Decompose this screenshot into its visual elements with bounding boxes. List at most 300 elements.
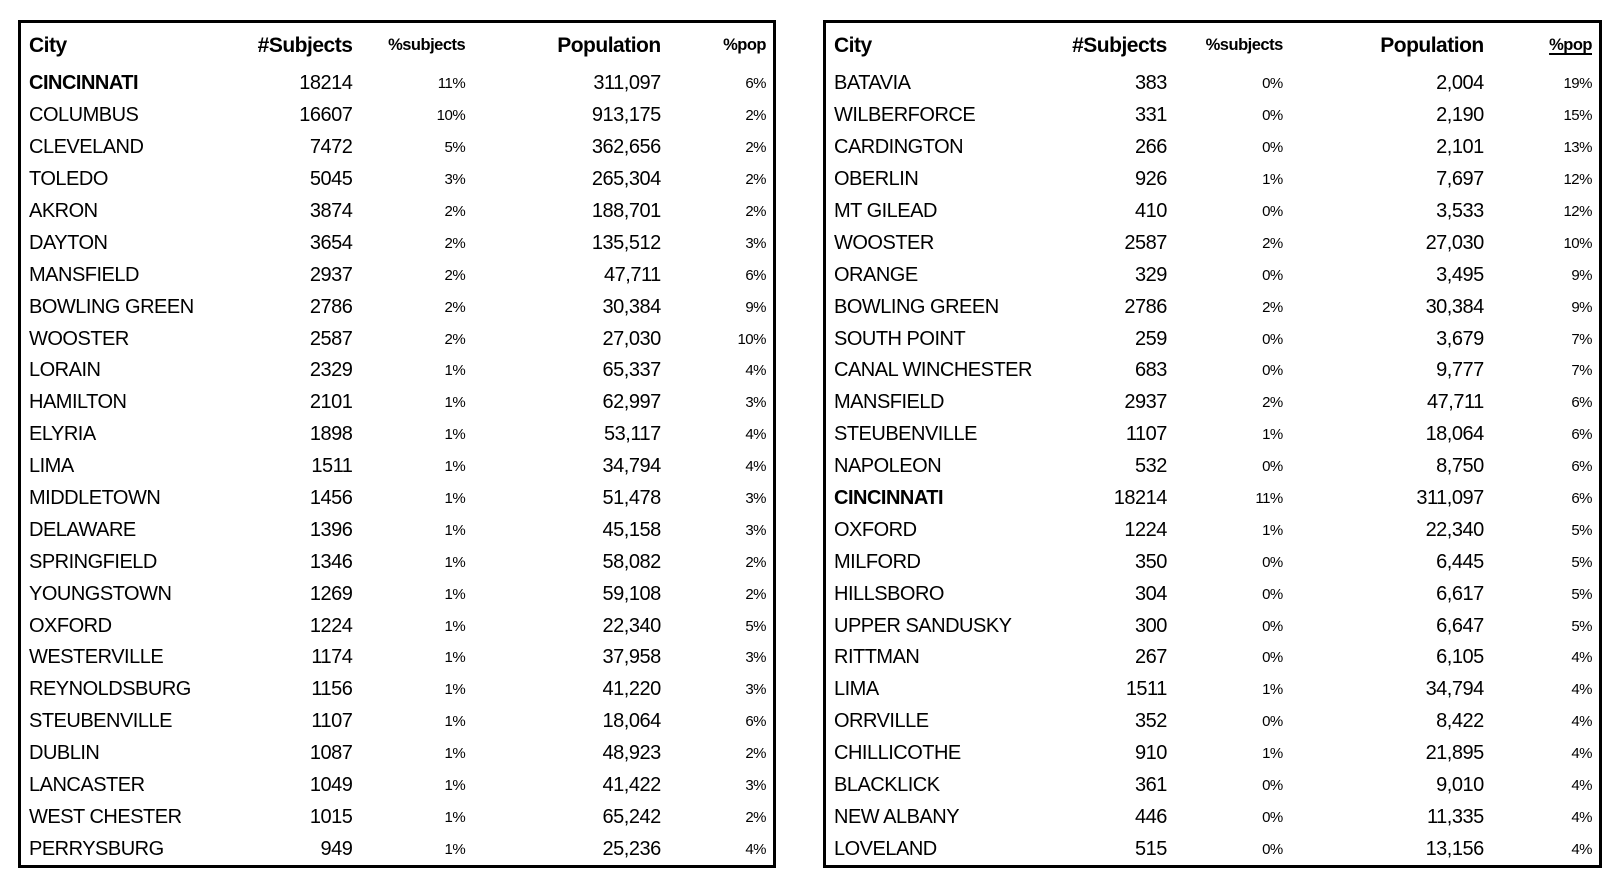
subjects-cell: 1511: [311, 455, 353, 478]
population-cell: 30,384: [1425, 295, 1484, 318]
city-cell: ORANGE: [834, 263, 918, 286]
city-cell: MANSFIELD: [834, 391, 944, 414]
pct-pop-cell: 2%: [745, 745, 766, 763]
subjects-cell: 910: [1134, 742, 1167, 765]
subjects-cell: 352: [1134, 710, 1167, 733]
pct-subjects-cell: 0%: [1262, 617, 1283, 635]
population-cell: 45,158: [602, 518, 661, 541]
table-row: [826, 801, 1599, 833]
table-row: [826, 483, 1599, 515]
subjects-cell: 304: [1134, 582, 1167, 605]
subjects-cell: 1346: [309, 550, 353, 573]
pct-subjects-cell: 1%: [444, 490, 466, 508]
pct-pop-cell: 2%: [745, 808, 766, 826]
header-subjects: #Subjects: [1072, 33, 1167, 57]
population-cell: 47,711: [604, 263, 661, 286]
city-cell: COLUMBUS: [29, 104, 139, 127]
table-row: [826, 642, 1599, 674]
subjects-cell: 949: [320, 837, 353, 860]
city-cell: NEW ALBANY: [834, 805, 960, 828]
city-cell: DAYTON: [29, 231, 108, 254]
table-row: [826, 674, 1599, 706]
pct-subjects-cell: 0%: [1262, 362, 1283, 380]
city-cell: WOOSTER: [29, 327, 129, 350]
city-cell: LORAIN: [29, 359, 101, 382]
pct-subjects-cell: 0%: [1262, 840, 1283, 858]
city-cell: REYNOLDSBURG: [29, 678, 191, 701]
subjects-cell: 1174: [311, 646, 353, 669]
pct-subjects-cell: 0%: [1262, 266, 1283, 284]
pct-pop-cell: 12%: [1563, 203, 1592, 220]
pct-pop-cell: 2%: [745, 107, 766, 125]
table-row: [826, 419, 1599, 451]
subjects-cell: 2937: [1124, 391, 1167, 414]
table-row: [21, 323, 773, 355]
city-cell: CINCINNATI: [29, 72, 139, 95]
city-cell: LOVELAND: [834, 837, 937, 860]
population-cell: 7,697: [1436, 168, 1484, 191]
pct-subjects-cell: 11%: [1255, 490, 1283, 508]
population-cell: 18,064: [1425, 423, 1484, 446]
header-pct-pop: %pop: [723, 36, 766, 54]
population-cell: 53,117: [604, 423, 661, 446]
pct-subjects-cell: 0%: [1262, 107, 1283, 125]
city-cell: RITTMAN: [834, 646, 920, 669]
pct-subjects-cell: 2%: [444, 266, 466, 284]
pct-subjects-cell: 2%: [444, 330, 466, 348]
pct-pop-cell: 9%: [1571, 266, 1592, 284]
pct-pop-cell: 3%: [745, 394, 766, 412]
table-row: [21, 706, 773, 738]
table-body-by-subjects: [21, 68, 773, 865]
pct-subjects-cell: 1%: [1262, 171, 1283, 189]
population-cell: 311,097: [593, 72, 661, 95]
population-cell: 25,236: [602, 837, 661, 860]
city-table-by-pct-pop: [826, 23, 1599, 865]
header-row: [21, 23, 773, 68]
table-row: [826, 387, 1599, 419]
pct-pop-cell: 3%: [745, 681, 766, 699]
table-row: [826, 227, 1599, 259]
table-row: [21, 451, 773, 483]
population-cell: 265,304: [591, 168, 661, 191]
pct-subjects-cell: 0%: [1262, 585, 1283, 603]
pct-pop-cell: 6%: [1571, 458, 1592, 476]
city-cell: BOWLING GREEN: [29, 295, 194, 318]
city-cell: WILBERFORCE: [834, 104, 976, 127]
population-cell: 37,958: [602, 646, 661, 669]
population-cell: 135,512: [591, 231, 661, 254]
pct-subjects-cell: 0%: [1262, 75, 1283, 93]
table-row: [826, 738, 1599, 770]
subjects-cell: 5045: [309, 168, 353, 191]
subjects-cell: 267: [1134, 646, 1167, 669]
pct-subjects-cell: 1%: [444, 426, 466, 444]
population-cell: 51,478: [602, 487, 661, 510]
city-cell: CARDINGTON: [834, 136, 964, 159]
pct-pop-cell: 3%: [745, 777, 766, 795]
subjects-cell: 1015: [309, 805, 353, 828]
pct-pop-cell: 4%: [745, 458, 766, 476]
pct-subjects-cell: 1%: [444, 840, 466, 858]
population-cell: 30,384: [602, 295, 661, 318]
subjects-cell: 1224: [1124, 518, 1167, 541]
population-cell: 362,656: [591, 136, 661, 159]
table-row: [21, 546, 773, 578]
pct-pop-cell: 2%: [745, 139, 766, 157]
population-cell: 6,617: [1436, 582, 1484, 605]
pct-subjects-cell: 1%: [1262, 681, 1283, 699]
pct-pop-cell: 6%: [745, 75, 766, 93]
table-row: [21, 132, 773, 164]
subjects-cell: 2101: [309, 391, 353, 414]
population-cell: 62,997: [602, 391, 661, 414]
pct-subjects-cell: 1%: [444, 649, 466, 667]
table-row: [21, 674, 773, 706]
population-cell: 6,647: [1436, 614, 1484, 637]
pct-subjects-cell: 1%: [1262, 426, 1283, 444]
table-row: [826, 355, 1599, 387]
city-cell: WESTERVILLE: [29, 646, 164, 669]
population-cell: 8,422: [1436, 710, 1484, 733]
table-row: [826, 291, 1599, 323]
pct-pop-cell: 4%: [745, 426, 766, 444]
table-row: [826, 610, 1599, 642]
pct-subjects-cell: 0%: [1262, 330, 1283, 348]
population-cell: 27,030: [1425, 231, 1484, 254]
subjects-cell: 361: [1134, 774, 1167, 797]
subjects-cell: 350: [1134, 550, 1167, 573]
subjects-cell: 2786: [1124, 295, 1167, 318]
city-cell: WEST CHESTER: [29, 805, 182, 828]
pct-subjects-cell: 1%: [444, 617, 466, 635]
table-row: [21, 483, 773, 515]
table-row: [21, 833, 773, 865]
subjects-cell: 683: [1134, 359, 1167, 382]
city-cell: MT GILEAD: [834, 200, 937, 222]
pct-subjects-cell: 1%: [1262, 521, 1283, 539]
pct-pop-cell: 5%: [745, 617, 766, 635]
table-row: [21, 770, 773, 802]
population-cell: 2,190: [1436, 104, 1484, 127]
pct-pop-cell: 6%: [745, 266, 766, 284]
pct-subjects-cell: 0%: [1262, 808, 1283, 826]
subjects-cell: 1224: [309, 614, 353, 637]
city-cell: CINCINNATI: [834, 487, 944, 510]
city-cell: NAPOLEON: [834, 455, 942, 478]
subjects-cell: 1269: [309, 582, 353, 605]
table-row: [21, 387, 773, 419]
table-row: [826, 164, 1599, 196]
pct-subjects-cell: 2%: [444, 234, 466, 252]
pct-subjects-cell: 1%: [444, 808, 466, 826]
population-cell: 3,495: [1436, 263, 1484, 286]
pct-pop-cell: 4%: [745, 362, 766, 380]
subjects-cell: 926: [1134, 168, 1167, 191]
pct-pop-cell: 5%: [1571, 553, 1592, 571]
pct-pop-cell: 10%: [1563, 234, 1592, 252]
table-row: [826, 323, 1599, 355]
table-row: [826, 546, 1599, 578]
pct-pop-cell: 6%: [745, 713, 766, 731]
subjects-cell: 1107: [1125, 423, 1167, 446]
pct-pop-cell: 2%: [745, 585, 766, 603]
pct-pop-cell: 12%: [1563, 171, 1592, 189]
table-row: [826, 132, 1599, 164]
pct-subjects-cell: 5%: [444, 139, 466, 157]
city-cell: BLACKLICK: [834, 774, 940, 797]
pct-pop-cell: 19%: [1563, 75, 1592, 93]
pct-pop-cell: 4%: [1571, 745, 1592, 763]
city-cell: CLEVELAND: [29, 136, 144, 159]
pct-pop-cell: 9%: [745, 298, 766, 316]
population-cell: 58,082: [602, 550, 661, 573]
pct-subjects-cell: 2%: [1262, 298, 1283, 316]
subjects-cell: 329: [1134, 263, 1167, 286]
subjects-cell: 532: [1134, 455, 1167, 478]
pct-subjects-cell: 0%: [1262, 649, 1283, 667]
subjects-cell: 1087: [309, 742, 353, 765]
population-cell: 3,533: [1436, 200, 1484, 222]
subjects-cell: 1898: [309, 423, 353, 446]
pct-pop-cell: 9%: [1571, 298, 1592, 316]
city-cell: STEUBENVILLE: [834, 423, 977, 446]
pct-pop-cell: 4%: [745, 840, 766, 858]
city-cell: DUBLIN: [29, 742, 100, 765]
population-cell: 41,220: [602, 678, 661, 701]
population-cell: 913,175: [591, 104, 661, 127]
pct-pop-cell: 7%: [1571, 362, 1592, 380]
subjects-cell: 1456: [309, 487, 353, 510]
pct-pop-cell: 4%: [1571, 713, 1592, 731]
table-row: [826, 706, 1599, 738]
pct-subjects-cell: 1%: [444, 713, 466, 731]
pct-pop-cell: 5%: [1571, 617, 1592, 635]
pct-pop-cell: 4%: [1571, 808, 1592, 826]
subjects-cell: 18214: [299, 72, 353, 95]
header-city: City: [834, 33, 872, 57]
pct-subjects-cell: 11%: [437, 75, 466, 93]
city-cell: STEUBENVILLE: [29, 710, 172, 733]
pct-pop-cell: 13%: [1563, 139, 1592, 157]
pct-subjects-cell: 1%: [444, 394, 466, 412]
table-row: [21, 227, 773, 259]
city-cell: SPRINGFIELD: [29, 550, 157, 573]
pct-pop-cell: 3%: [745, 490, 766, 508]
population-cell: 188,701: [591, 200, 661, 222]
subjects-cell: 266: [1134, 136, 1167, 159]
pct-subjects-cell: 1%: [444, 681, 466, 699]
table-row: [21, 291, 773, 323]
city-cell: DELAWARE: [29, 518, 136, 541]
pct-pop-cell: 4%: [1571, 681, 1592, 699]
city-cell: OBERLIN: [834, 168, 919, 191]
pct-subjects-cell: 0%: [1262, 458, 1283, 476]
table-row: [826, 833, 1599, 865]
table-row: [21, 196, 773, 228]
city-cell: CANAL WINCHESTER: [834, 359, 1032, 382]
subjects-cell: 1396: [309, 518, 353, 541]
subjects-cell: 16607: [299, 104, 353, 127]
header-subjects: #Subjects: [257, 33, 353, 57]
subjects-cell: 1156: [311, 678, 353, 701]
pct-subjects-cell: 1%: [444, 521, 466, 539]
table-row: [21, 514, 773, 546]
subjects-cell: 3874: [309, 200, 353, 222]
city-cell: UPPER SANDUSKY: [834, 614, 1012, 637]
table-row: [826, 514, 1599, 546]
subjects-cell: 1107: [311, 710, 353, 733]
pct-subjects-cell: 2%: [444, 298, 466, 316]
population-cell: 41,422: [602, 774, 661, 797]
pct-subjects-cell: 0%: [1262, 713, 1283, 731]
subjects-cell: 300: [1134, 614, 1167, 637]
pct-pop-cell: 6%: [1571, 426, 1592, 444]
pct-subjects-cell: 2%: [1262, 394, 1283, 412]
population-cell: 8,750: [1436, 455, 1484, 478]
population-cell: 34,794: [1425, 678, 1484, 701]
city-cell: BATAVIA: [834, 72, 911, 95]
city-table-by-subjects: [21, 23, 773, 865]
population-cell: 11,335: [1427, 805, 1484, 828]
subjects-cell: 2937: [309, 263, 353, 286]
population-cell: 34,794: [602, 455, 661, 478]
subjects-cell: 3654: [309, 231, 353, 254]
population-cell: 9,010: [1436, 774, 1484, 797]
header-row: [826, 23, 1599, 68]
table-row: [21, 100, 773, 132]
subjects-cell: 383: [1134, 72, 1167, 95]
subjects-cell: 410: [1134, 200, 1167, 222]
population-cell: 59,108: [602, 582, 661, 605]
table-row: [21, 642, 773, 674]
city-cell: TOLEDO: [29, 168, 108, 191]
pct-pop-cell: 7%: [1571, 330, 1592, 348]
table-row: [21, 610, 773, 642]
city-cell: LIMA: [29, 455, 74, 478]
population-cell: 311,097: [1416, 487, 1484, 510]
table-row: [21, 801, 773, 833]
table-body-by-pct-pop: [826, 68, 1599, 865]
pct-subjects-cell: 0%: [1262, 203, 1283, 220]
subjects-cell: 2587: [1124, 231, 1167, 254]
subjects-cell: 446: [1134, 805, 1167, 828]
pct-pop-cell: 6%: [1571, 490, 1592, 508]
pct-subjects-cell: 1%: [444, 458, 466, 476]
city-cell: LANCASTER: [29, 774, 145, 797]
pct-pop-cell: 2%: [745, 171, 766, 189]
header-pct-subjects: %subjects: [1205, 36, 1283, 54]
population-cell: 65,242: [602, 805, 661, 828]
table-row: [826, 259, 1599, 291]
subjects-cell: 515: [1134, 837, 1167, 860]
pct-subjects-cell: 0%: [1262, 139, 1283, 157]
population-cell: 27,030: [602, 327, 661, 350]
pct-subjects-cell: 0%: [1262, 553, 1283, 571]
table-card-by-pct-pop: [823, 20, 1602, 868]
pct-pop-cell: 15%: [1563, 107, 1592, 125]
subjects-cell: 18214: [1113, 487, 1167, 510]
table-row: [21, 738, 773, 770]
population-cell: 47,711: [1427, 391, 1484, 414]
pct-subjects-cell: 1%: [444, 585, 466, 603]
population-cell: 2,101: [1436, 136, 1484, 159]
subjects-cell: 7472: [309, 136, 353, 159]
table-row: [826, 100, 1599, 132]
city-cell: OXFORD: [29, 614, 112, 637]
header-city: City: [29, 33, 67, 57]
table-row: [826, 451, 1599, 483]
table-row: [21, 259, 773, 291]
pct-subjects-cell: 1%: [444, 362, 466, 380]
city-cell: MANSFIELD: [29, 263, 139, 286]
pct-pop-cell: 10%: [737, 330, 766, 348]
pct-subjects-cell: 1%: [444, 553, 466, 571]
table-row: [826, 68, 1599, 100]
city-cell: MILFORD: [834, 550, 921, 573]
pct-pop-cell: 3%: [745, 234, 766, 252]
pct-pop-cell: 4%: [1571, 777, 1592, 795]
city-cell: HILLSBORO: [834, 582, 944, 605]
pct-pop-cell: 5%: [1571, 585, 1592, 603]
table-row: [826, 770, 1599, 802]
header-population: Population: [1380, 33, 1484, 57]
table-card-by-subjects: [18, 20, 776, 868]
city-cell: WOOSTER: [834, 231, 934, 254]
header-pct-pop: %pop: [1549, 36, 1592, 54]
city-cell: ELYRIA: [29, 423, 96, 446]
header-pct-subjects: %subjects: [388, 36, 466, 54]
population-cell: 22,340: [1425, 518, 1484, 541]
pct-subjects-cell: 0%: [1262, 777, 1283, 795]
pct-subjects-cell: 1%: [444, 745, 466, 763]
city-cell: MIDDLETOWN: [29, 487, 161, 510]
population-cell: 9,777: [1436, 359, 1484, 382]
population-cell: 2,004: [1436, 72, 1484, 95]
subjects-cell: 2329: [309, 359, 353, 382]
population-cell: 48,923: [602, 742, 661, 765]
population-cell: 18,064: [602, 710, 661, 733]
city-cell: OXFORD: [834, 518, 917, 541]
subjects-cell: 1511: [1125, 678, 1167, 701]
table-row: [21, 164, 773, 196]
city-cell: CHILLICOTHE: [834, 742, 961, 765]
city-cell: PERRYSBURG: [29, 837, 164, 860]
subjects-cell: 331: [1134, 104, 1167, 127]
table-row: [21, 419, 773, 451]
pct-pop-cell: 3%: [745, 521, 766, 539]
population-cell: 22,340: [602, 614, 661, 637]
city-cell: BOWLING GREEN: [834, 295, 999, 318]
city-cell: ORRVILLE: [834, 710, 929, 733]
pct-pop-cell: 2%: [745, 553, 766, 571]
population-cell: 3,679: [1436, 327, 1484, 350]
table-row: [826, 196, 1599, 228]
table-row: [826, 578, 1599, 610]
table-row: [21, 68, 773, 100]
pct-subjects-cell: 2%: [444, 203, 466, 220]
city-cell: YOUNGSTOWN: [29, 582, 172, 605]
table-row: [21, 578, 773, 610]
population-cell: 6,105: [1436, 646, 1484, 669]
pct-pop-cell: 3%: [745, 649, 766, 667]
subjects-cell: 2587: [309, 327, 353, 350]
pct-pop-cell: 2%: [745, 203, 766, 220]
table-row: [21, 355, 773, 387]
city-cell: LIMA: [834, 678, 879, 701]
pct-subjects-cell: 3%: [444, 171, 466, 189]
pct-pop-cell: 4%: [1571, 649, 1592, 667]
